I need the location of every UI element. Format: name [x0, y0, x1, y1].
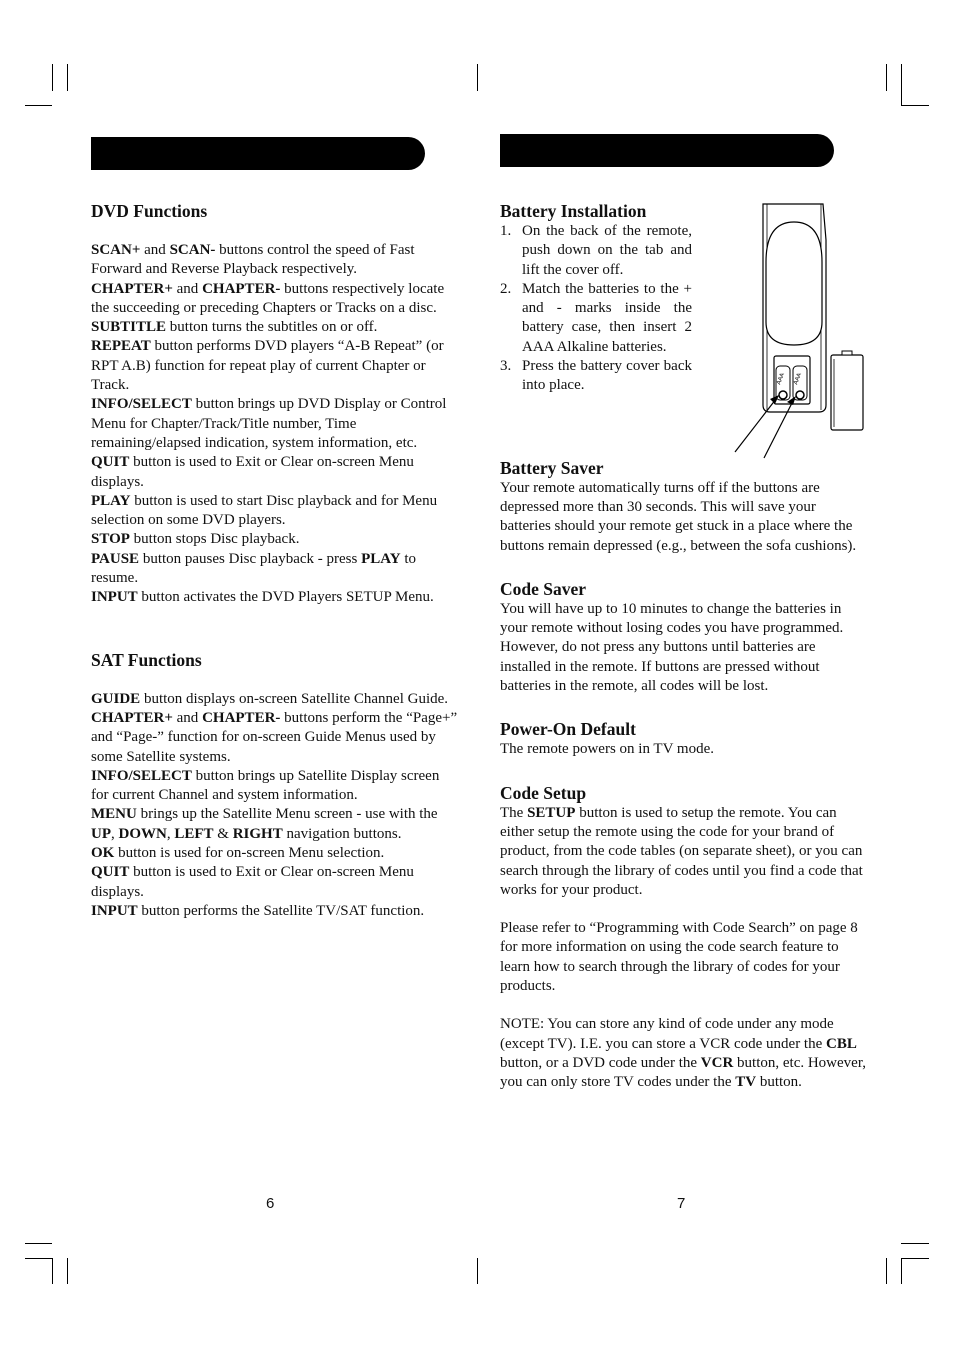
crop-mark [67, 1258, 68, 1284]
crop-mark [901, 1258, 929, 1259]
dvd-function-item: PLAY button is used to start Disc playback and for Menu selection on some DVD players. [91, 492, 438, 529]
page-number-right: 7 [677, 1195, 686, 1212]
battery-saver-heading: Battery Saver [500, 457, 604, 478]
battery-step: 1. On the back of the remote, push down on the tab and lift the cover off. [500, 223, 692, 278]
remote-battery-illustration [730, 200, 870, 460]
battery-steps [500, 222, 692, 396]
sat-functions-heading: SAT Functions [91, 649, 202, 670]
code-saver-heading: Code Saver [500, 578, 587, 599]
code-setup-paragraph: The SETUP button is used to setup the remote. You can either setup the remote using the code for your brand of product, from the code tables (on separate sheet), or you can search through the library of codes until you find a code that works for your product. [500, 804, 863, 898]
battery-installation-heading: Battery Installation [500, 201, 647, 221]
crop-mark [25, 105, 52, 106]
crop-mark [886, 64, 887, 91]
dvd-function-item: INPUT button activates the DVD Players SETUP Menu. [91, 589, 434, 606]
dvd-function-item: STOP button stops Disc playback. [91, 531, 300, 548]
sat-function-item: MENU brings up the Satellite Menu screen - use with the UP, DOWN, LEFT & RIGHT navigation buttons. [91, 806, 438, 842]
left-column [91, 200, 459, 921]
page-number-left: 6 [266, 1195, 275, 1212]
crop-mark [901, 1243, 929, 1244]
code-note-paragraph: NOTE: You can store any kind of code under any mode (except TV). I.E. you can store a VCR code under the CBL button, or a DVD code under the VCR button, etc. However, you can only store TV codes under the TV button. [500, 1016, 866, 1091]
sat-function-item: INPUT button performs the Satellite TV/SAT function. [91, 902, 425, 919]
dvd-function-item: SUBTITLE button turns the subtitles on or off. [91, 319, 378, 336]
sat-functions-list [91, 690, 459, 922]
crop-mark [67, 64, 68, 91]
dvd-function-item: INFO/SELECT button brings up DVD Display or Control Menu for Chapter/Track/Title number, Time remaining/elapsed indication, system information, etc. [91, 396, 447, 451]
dvd-function-item: REPEAT button performs DVD players “A-B Repeat” (or RPT A.B) function for repeat play of current Chapter or Track. [91, 338, 444, 394]
battery-saver-text: Your remote automatically turns off if the buttons are depressed more than 30 seconds. This will save your batteries should your remote get stuck in a place where the buttons remain depressed (e.g., between the sofa cushions). [500, 479, 857, 554]
power-on-default-heading: Power-On Default [500, 719, 636, 740]
battery-step: 3. Press the battery cover back into place. [500, 358, 692, 394]
crop-mark [477, 64, 478, 91]
dvd-function-item: SCAN+ and SCAN- buttons control the speed of Fast Forward and Reverse Playback respectively. [91, 242, 415, 278]
battery-step: 2. Match the batteries to the + and - marks inside the battery case, then insert 2 AAA Alkaline batteries. [500, 280, 692, 355]
crop-mark [886, 1258, 887, 1284]
power-on-default-text: The remote powers on in TV mode. [500, 741, 714, 758]
sat-function-item: OK button is used for on-screen Menu selection. [91, 845, 385, 862]
sat-function-item: INFO/SELECT button brings up Satellite Display screen for current Channel and system information. [91, 767, 440, 804]
code-setup-heading: Code Setup [500, 782, 587, 803]
sat-function-item: GUIDE button displays on-screen Satellite Channel Guide. [91, 690, 449, 707]
crop-mark [25, 1258, 52, 1259]
left-header-bar [91, 137, 425, 170]
crop-mark [477, 1258, 478, 1284]
dvd-functions-list [91, 241, 459, 608]
dvd-function-item: CHAPTER+ and CHAPTER- buttons respectively locate the succeeding or preceding Chapters or Tracks on a disc. [91, 280, 445, 316]
sat-function-item: CHAPTER+ and CHAPTER- buttons perform the “Page+” and “Page-” function for on-screen Guide Menus used by some Satellite systems. [91, 709, 458, 765]
crop-mark [901, 1258, 902, 1284]
battery-label: AAA [776, 372, 786, 386]
right-header-bar [500, 134, 834, 167]
dvd-functions-heading: DVD Functions [91, 201, 208, 221]
sat-function-item: QUIT button is used to Exit or Clear on-screen Menu displays. [91, 864, 414, 900]
crop-mark [52, 1258, 53, 1284]
dvd-function-item: QUIT button is used to Exit or Clear on-screen Menu displays. [91, 454, 414, 490]
battery-label: AAA [793, 372, 803, 386]
dvd-function-item: PAUSE button pauses Disc playback - press PLAY to resume. [91, 550, 416, 587]
code-saver-text: You will have up to 10 minutes to change the batteries in your remote without losing codes you have programmed. However, do not press any buttons until batteries are installed in the remote. If buttons are pressed without batteries in the remote, all codes will be lost. [500, 600, 844, 695]
crop-mark [52, 64, 53, 91]
crop-mark [901, 105, 929, 106]
crop-mark [901, 64, 902, 106]
code-search-paragraph: Please refer to “Programming with Code Search” on page 8 for more information on using the code search feature to learn how to search through the library of codes for your products. [500, 920, 858, 995]
crop-mark [25, 1243, 52, 1244]
